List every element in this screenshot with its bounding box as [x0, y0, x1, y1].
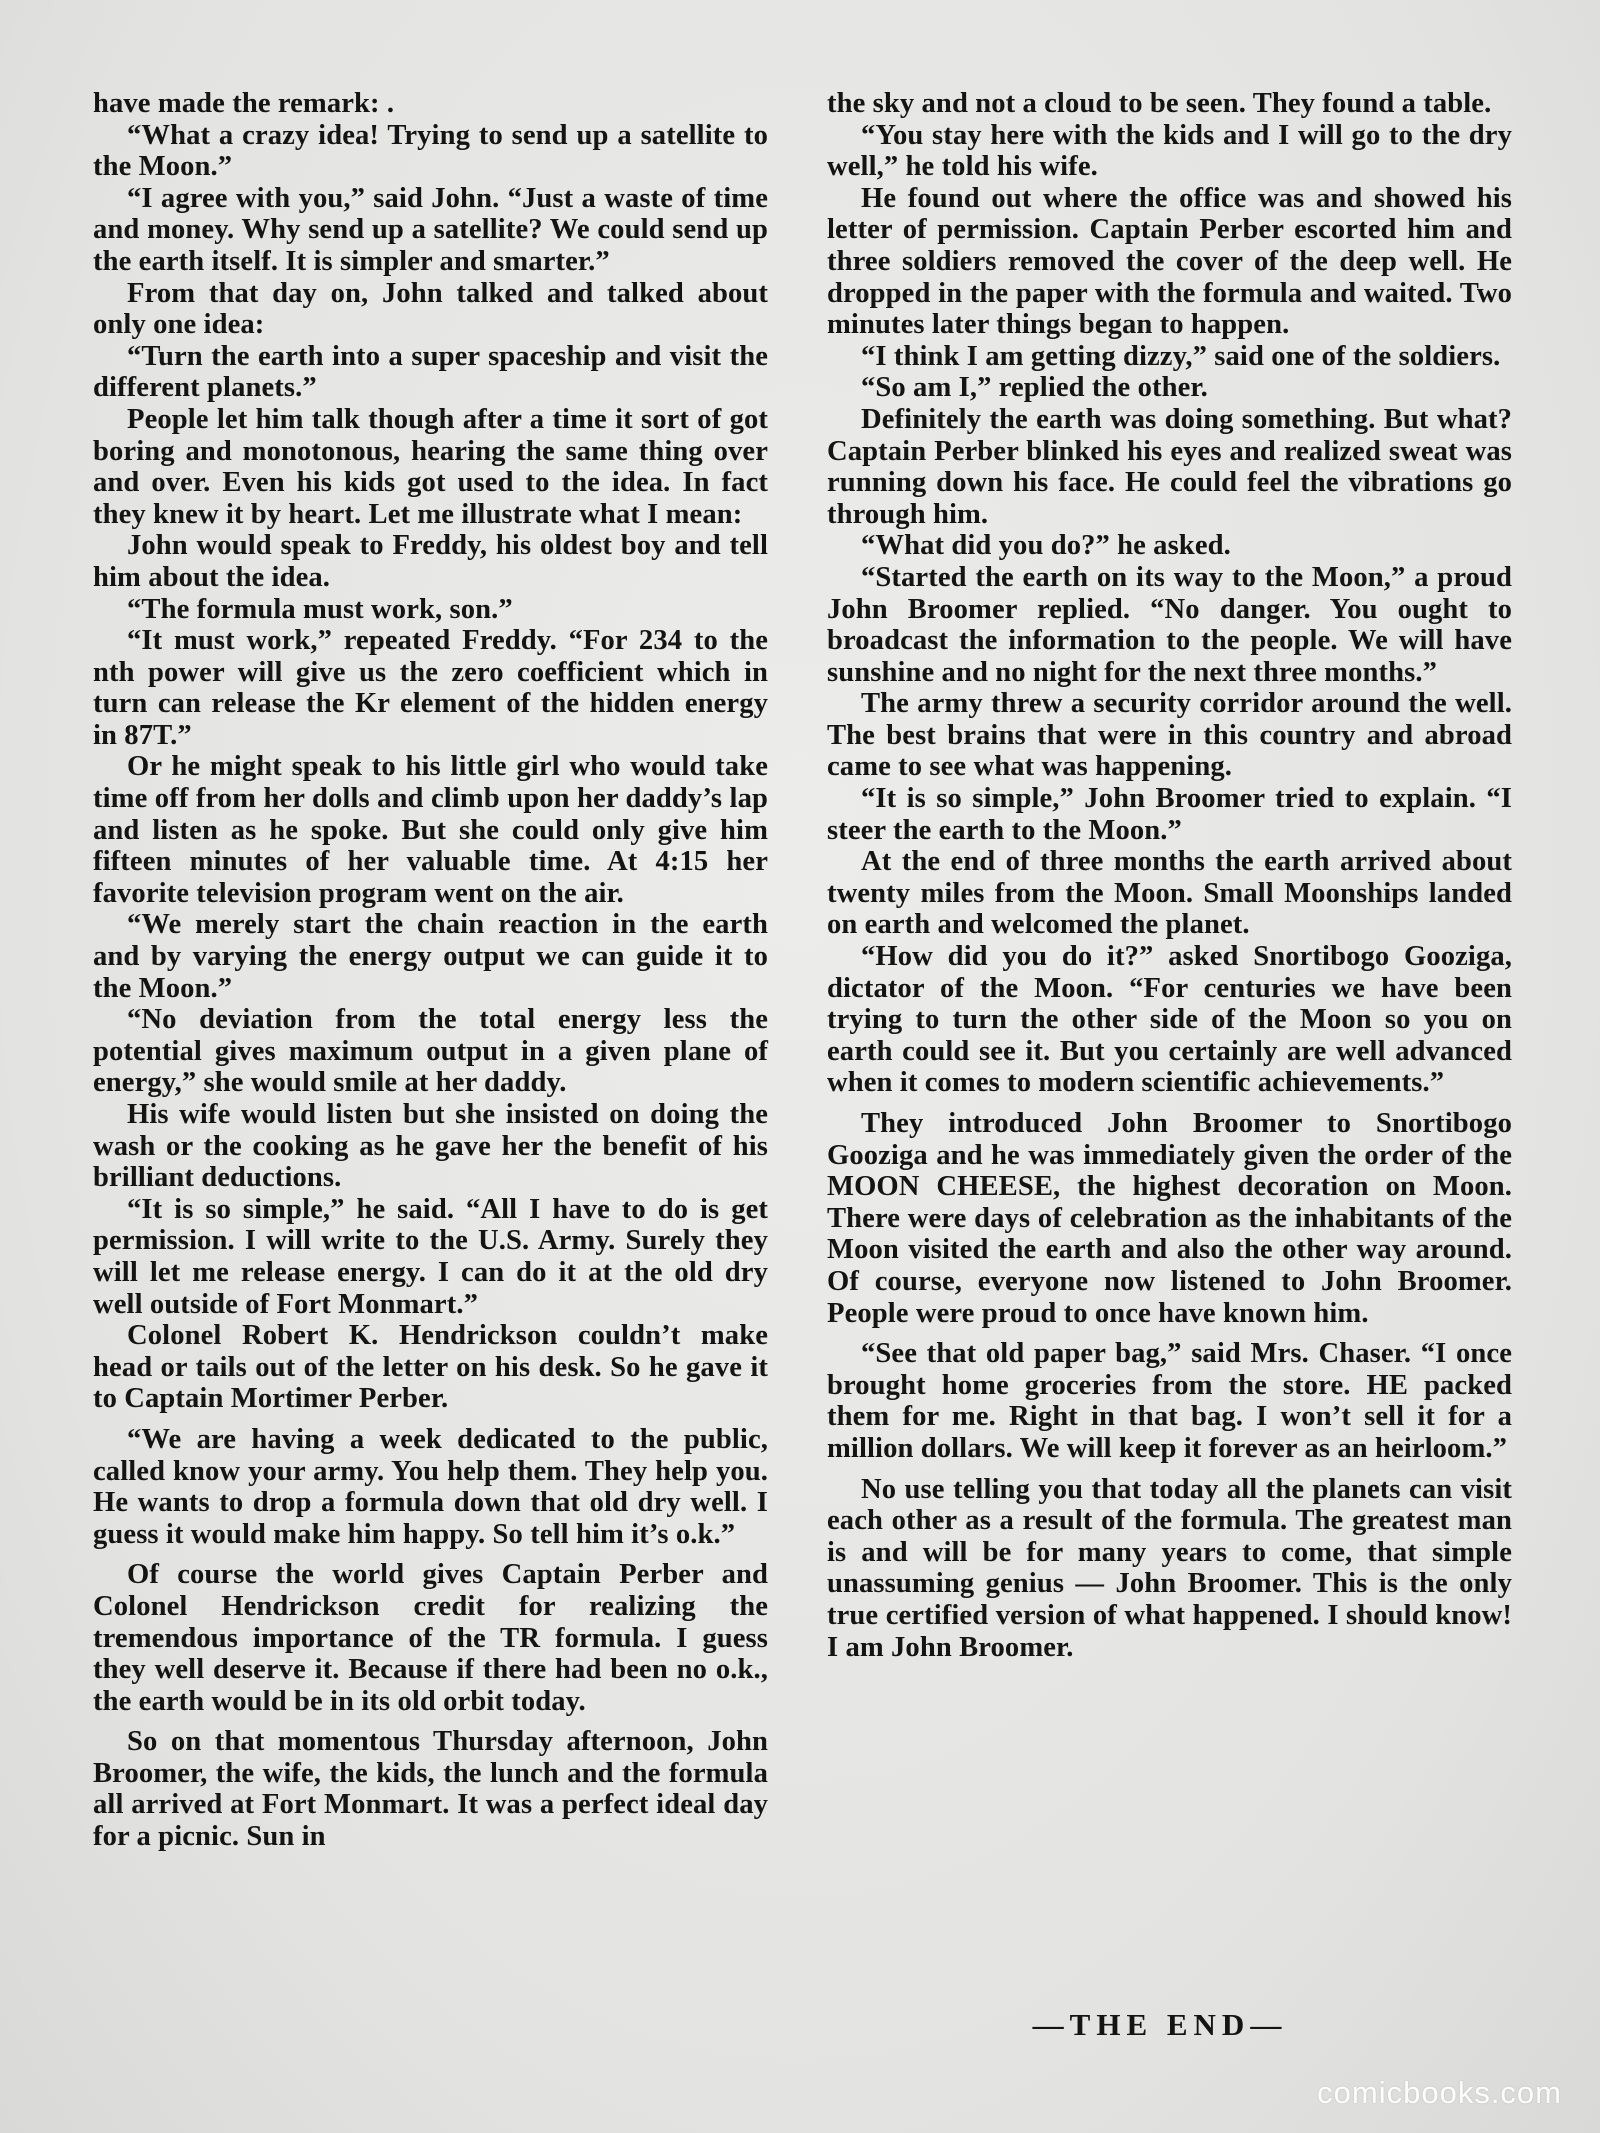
paragraph: “It is so simple,” John Broomer tried to explain. “I steer the earth to the Moon.” — [827, 783, 1512, 846]
paragraph: The army threw a security corridor around the well. The best brains that were in this country and abroad came to see what was happening. — [827, 688, 1512, 783]
paragraph: At the end of three months the earth arrived about twenty miles from the Moon. Small Moonships landed on earth and welcomed the planet. — [827, 846, 1512, 941]
paragraph: “How did you do it?” asked Snortibogo Gooziga, dictator of the Moon. “For centuries we have been trying to turn the other side of the Moon so you on earth could see it. But you certainly are well advanced when it comes to modern scientific achievements.” — [827, 941, 1512, 1099]
paragraph: Of course the world gives Captain Perber and Colonel Hendrickson credit for realizing the tremendous importance of the TR formula. I guess they well deserve it. Because if there had been no o.k., the earth would be in its old orbit today. — [93, 1559, 768, 1717]
paragraph: From that day on, John talked and talked about only one idea: — [93, 277, 768, 341]
paragraph: “What did you do?” he asked. — [861, 530, 1231, 562]
site-watermark: comicbooks.com — [1317, 2075, 1562, 2110]
paragraph: “So am I,” replied the other. — [861, 372, 1208, 404]
paragraph: No use telling you that today all the planets can visit each other as a result of the formula. The greatest man is and will be for many years to come, that simple unassuming genius — John Broomer. This is the only true certified version of what happened. I should know! I am John Broomer. — [827, 1473, 1512, 1663]
paragraph: Colonel Robert K. Hendrickson couldn’t make head or tails out of the letter on his desk. So he gave it to Captain Mortimer Perber. — [93, 1320, 768, 1415]
right-text-column — [827, 88, 1512, 1663]
paragraph: “I think I am getting dizzy,” said one of the soldiers. — [861, 340, 1501, 372]
paragraph: They introduced John Broomer to Snortibogo Gooziga and he was immediately given the order of the MOON CHEESE, the highest decoration on Moon. There were days of celebration as the inhabitants of the Moon visited the earth and also the other way around. Of course, everyone now listened to John Broomer. People were proud to once have known him. — [827, 1108, 1512, 1329]
paragraph: He found out where the office was and showed his letter of permission. Captain Perber escorted him and three soldiers removed the cover of the deep well. He dropped in the paper with the formula and waited. Two minutes later things began to happen. — [827, 182, 1512, 341]
paragraph: “I agree with you,” said John. “Just a waste of time and money. Why send up a satellite? We could send up the earth itself. It is simpler and smarter.” — [93, 182, 768, 277]
paragraph: “It must work,” repeated Freddy. “For 234 to the nth power will give us the zero coefficient which in turn can release the Kr element of the hidden energy in 87T.” — [93, 625, 768, 751]
paragraph: “We are having a week dedicated to the public, called know your army. You help them. They help you. He wants to drop a formula down that old dry well. I guess it would make him happy. So tell him it’s o.k.” — [93, 1423, 768, 1550]
paragraph: “No deviation from the total energy less the potential gives maximum output in a given plane of energy,” she would smile at her daddy. — [93, 1004, 768, 1099]
the-end-label: —THE END— — [1032, 2007, 1288, 2042]
left-text-column — [93, 88, 768, 1853]
paragraph: have made the remark: . — [93, 88, 395, 119]
paragraph: “It is so simple,” he said. “All I have to do is get permission. I will write to the U.S. Army. Surely they will let me release energy. I can do it at the old dry well outside of Fort Monmart.” — [93, 1193, 768, 1320]
paragraph: “Started the earth on its way to the Moon,” a proud John Broomer replied. “No danger. You ought to broadcast the information to the people. We will have sunshine and no night for the next three months.” — [827, 561, 1512, 688]
paragraph: “What a crazy idea! Trying to send up a satellite to the Moon.” — [93, 119, 768, 183]
paragraph: “We merely start the chain reaction in the earth and by varying the energy output we can guide it to the Moon.” — [93, 909, 768, 1004]
paragraph: “The formula must work, son.” — [127, 593, 513, 625]
paragraph: “You stay here with the kids and I will go to the dry well,” he told his wife. — [827, 119, 1512, 183]
paragraph: “Turn the earth into a super spaceship and visit the different planets.” — [93, 340, 768, 404]
paragraph: So on that momentous Thursday afternoon, John Broomer, the wife, the kids, the lunch and the formula all arrived at Fort Monmart. It was a perfect ideal day for a picnic. Sun in — [93, 1726, 768, 1853]
paragraph: Or he might speak to his little girl who would take time off from her dolls and climb upon her daddy’s lap and listen as he spoke. But she could only give him fifteen minutes of her valuable time. At 4:15 her favorite television program went on the air. — [93, 751, 768, 909]
paragraph: “See that old paper bag,” said Mrs. Chaser. “I once brought home groceries from the store. HE packed them for me. Right in that bag. I won’t sell it for a million dollars. We will keep it forever as an heirloom.” — [827, 1338, 1512, 1464]
paragraph: People let him talk though after a time it sort of got boring and monotonous, hearing the same thing over and over. Even his kids got used to the idea. In fact they knew it by heart. Let me illustrate what I mean: — [93, 403, 768, 530]
paragraph: John would speak to Freddy, his oldest boy and tell him about the idea. — [93, 530, 768, 593]
paragraph: the sky and not a cloud to be seen. They found a table. — [827, 88, 1492, 119]
paragraph: His wife would listen but she insisted on doing the wash or the cooking as he gave her the benefit of his brilliant deductions. — [93, 1099, 768, 1194]
paragraph: Definitely the earth was doing something. But what? Captain Perber blinked his eyes and realized sweat was running down his face. He could feel the vibrations go through him. — [827, 403, 1512, 530]
